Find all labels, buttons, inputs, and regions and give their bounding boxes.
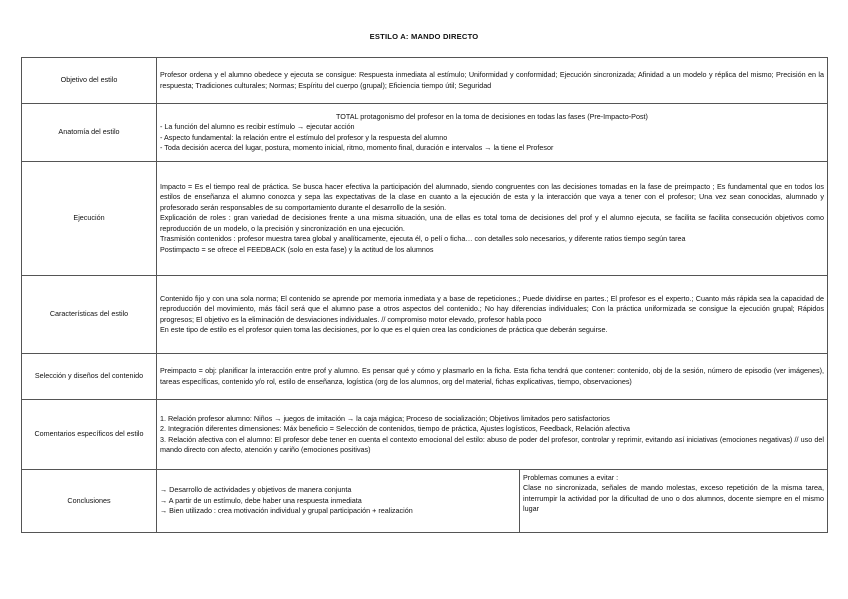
conclusion-item: → A partir de un estímulo, debe haber una respuesta inmediata [160,495,362,505]
comentarios-cell [157,400,828,470]
row-label-conclusiones: Conclusiones [22,470,157,533]
anatomia-line: - La función del alumno es recibir estímulo → ejecutar acción [160,122,355,132]
table-row [22,400,828,470]
conclusion-item: → Desarrollo de actividades y objetivos de manera conjunta [160,485,352,495]
row-label-comentarios: Comentarios específicos del estilo [22,400,157,470]
anatomia-line: - Aspecto fundamental: la relación entre el estímulo del profesor y la respuesta del alumno [160,132,448,142]
table-row [22,470,828,533]
ejecucion-cell [157,162,828,276]
anatomia-line: - Toda decisión acerca del lugar, postura, momento inicial, ritmo, momento final, duración e intervalos → la tiene el Profesor [160,142,554,152]
table-row [22,104,828,162]
row-label-caracteristicas: Características del estilo [22,276,157,354]
comentario-item: 3. Relación afectiva con el alumno: El profesor debe tener en cuenta el contexto emocional del estilo: abuso de poder del profesor, controlar y reprimir, evitando así iniciativas (emociones negativas) // uso del mando directo con afecto, atención y cariño (emociones positivas) [160,434,824,454]
seleccion-text: Preimpacto = obj: planificar la interacción entre prof y alumno. Es pensar qué y cómo y plasmarlo en la ficha. Esta ficha tendrá que contener: contenido, obj de la sesión, número de episodio (ver imágenes), tareas específicas, contenido y/o rol, estilo de enseñanza, logística (org de los alumnos, org del material, fichas explicativas, tiempo, observaciones) [157,354,828,400]
row-label-anatomia: Anatomía del estilo [22,104,157,162]
page-title: ESTILO A: MANDO DIRECTO [369,32,479,41]
caracteristicas-cell [157,276,828,354]
problemas-title: Problemas comunes a evitar : [523,473,619,482]
anatomia-cell [157,104,828,162]
row-label-ejecucion: Ejecución [22,162,157,276]
row-label-objetivo: Objetivo del estilo [22,58,157,104]
conclusion-item: → Bien utilizado : crea motivación individual y grupal participación + realización [160,506,413,516]
table-row [22,354,828,400]
comentario-item: 2. Integración diferentes dimensiones: Máx beneficio = Selección de contenidos, tiempo de práctica, Ajustes logísticos, Feedback, Relación afectiva [160,424,631,434]
ejecucion-paragraph: Impacto = Es el tiempo real de práctica. Se busca hacer efectiva la participación del alumnado, siendo congruentes con las decisiones tomadas en la fase de preimpacto ; Es fundamental que en todos los estilos de enseñanza el alumno conozca y sepa las expectativas de la clase en cuanto a la ejecución de esta y la interacción que vaya a tener con el profesor; Una vez sean conocidas, alumnado y profesorado serán responsables de su comportamiento durante el desarrollo de la sesión. [160,182,824,212]
conclusiones-list [157,470,520,532]
row-label-seleccion: Selección y diseños del contenido [22,354,157,400]
ejecucion-paragraph: Explicación de roles : gran variedad de decisiones frente a una misma situación, una de ellas es total toma de decisiones del prof y el alumno ejecuta, se facilita se facilita consecución objetivos como reproducción de un modelo, o la precisión y sincronización en una ejecución. [160,213,824,233]
anatomia-header: TOTAL protagonismo del profesor en la toma de decisiones en todas las fases (Pre-Impacto-Post) [336,111,648,121]
objetivo-text: Profesor ordena y el alumno obedece y ejecuta se consigue: Respuesta inmediata al estímulo; Uniformidad y conformidad; Ejecución sincronizada; Afinidad a un modelo y réplica del mismo; Precisión en la respuesta; Tradiciones culturales; Normas; Espíritu del cuerpo (grupal); Eficiencia tiempo útil; Seguridad [157,58,828,104]
table-row [22,276,828,354]
caracteristicas-paragraph: En este tipo de estilo es el profesor quien toma las decisiones, por lo que es el quien crea las condiciones de práctica que deberán seguirse. [160,324,608,334]
ejecucion-paragraph: Postimpacto = se ofrece el FEEDBACK (solo en esta fase) y la actitud de los alumnos [160,244,434,254]
style-table [21,57,828,533]
comentario-item: 1. Relación profesor alumno: Niños → juegos de imitación → la caja mágica; Proceso de socialización; Objetivos limitados pero satisfactorios [160,413,610,423]
problemas-text: Clase no sincronizada, señales de mando molestas, exceso repetición de la misma tarea, interrumpir la actividad por la dificultad de uno o dos alumnos, docente siempre en el mismo lugar [523,483,824,514]
caracteristicas-paragraph: Contenido fijo y con una sola norma; El contenido se aprende por memoria inmediata y a base de repeticiones.; Puede dividirse en partes.; El profesor es el experto.; Cuanto más rápida sea la capacidad de reproducción del movimiento, más fácil será que el alumno pase a otros aspectos del contenido.; No hay diferencias individuales; Con la práctica uniformizada se consigue la ejecución grupal; Rápidos progresos; El objetivo es la eliminación de desviaciones individuales. // compromiso motor elevado, profesor habla poco [160,293,824,324]
table-row [22,162,828,276]
conclusiones-cell [157,470,828,533]
table-row [22,58,828,104]
ejecucion-paragraph: Trasmisión contenidos : profesor muestra tarea global y analíticamente, ejecuta él, o pelí o ficha… con detalles solo necesarios, y diferente ratios tiempo según tarea [160,234,686,244]
problemas-box [520,470,827,532]
